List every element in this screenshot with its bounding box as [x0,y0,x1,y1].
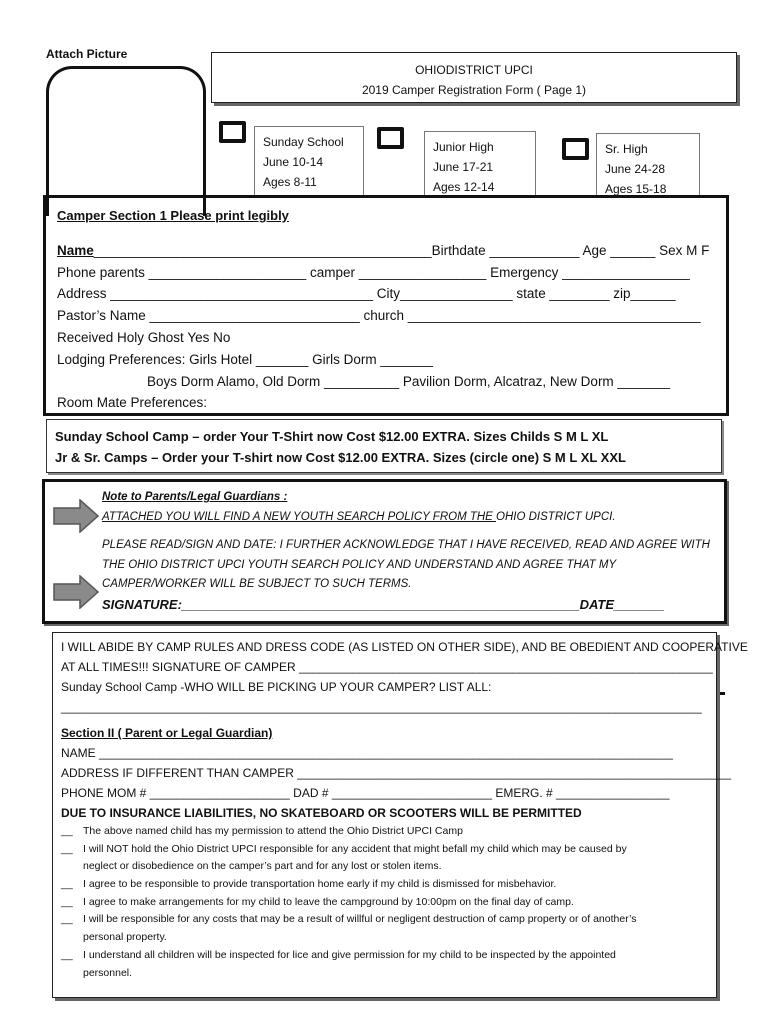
camp-name: Sunday School [263,135,344,149]
pickup-question: Sunday School Camp -WHO WILL BE PICKING UP YOUR CAMPER? LIST ALL: [61,680,492,694]
camper-section-1 [43,195,729,416]
roommate-row[interactable]: Room Mate Preferences: [57,395,208,411]
name-row[interactable] [57,240,716,262]
permission-item[interactable]: __ I agree to be responsible to provide transportation home early if my child is dismissed for misbehavior. [61,878,557,891]
permission-item-continued: personal property. [83,931,167,944]
camp-ages: Ages 8-11 [263,175,317,189]
camp-ages: Ages 15-18 [605,182,667,196]
acknowledge-line-1: PLEASE READ/SIGN AND DATE: I FURTHER ACKNOWLEDGE THAT I HAVE RECEIVED, READ AND AGREE WITH [102,539,710,551]
permission-item-continued: neglect or disobedience on the camper’s part and for any lost or stolen items. [83,860,442,873]
permission-item[interactable]: __ I agree to make arrangements for my child to leave the campground by 10:00pm on the final day of camp. [61,895,574,908]
junior-high-checkbox[interactable] [377,127,404,149]
acknowledge-line-2: THE OHIO DISTRICT UPCI YOUTH SEARCH POLICY AND UNDERSTAND AND AGREE THAT MY [102,558,617,571]
permission-item[interactable]: __ The above named child has my permission to attend the Ohio District UPCI Camp [61,825,463,837]
camp-dates: June 17-21 [433,160,494,174]
insurance-notice: DUE TO INSURANCE LIABILITIES, NO SKATEBOARD OR SCOOTERS WILL BE PERMITTED [61,806,582,820]
camp-ages: Ages 12-14 [433,180,495,194]
section-2-title: Section II ( Parent or Legal Guardian) [61,726,273,740]
permission-item[interactable]: __ I understand all children will be inspected for lice and give permission for my child to be inspected by the appointed [61,948,616,961]
section-1-title: Camper Section 1 Please print legibly [57,208,289,223]
permission-item[interactable]: __ I will be responsible for any costs that may be a result of willful or negligent destruction of camp property or of another’s [61,913,637,926]
senior-high-checkbox[interactable] [562,138,589,160]
tshirt-order-box [46,419,722,473]
tshirt-sunday-school[interactable]: Sunday School Camp – order Your T-Shirt now Cost $12.00 EXTRA. Sizes Childs S M L XL [55,429,609,444]
camp-rules-line-2[interactable]: AT ALL TIMES!!! SIGNATURE OF CAMPER ______________________________________________________________ [61,660,713,674]
camp-option-junior-high [424,131,536,196]
name-label: Name [57,242,94,258]
guardian-address-line[interactable]: ADDRESS IF DIFFERENT THAN CAMPER _________________________________________________________________ [61,766,732,780]
pastor-row[interactable]: Pastor’s Name ____________________________ church _______________________________________ [57,308,701,324]
camp-option-sunday-school [254,126,364,196]
camp-name: Sr. High [605,142,648,156]
camp-dates: June 24-28 [605,162,666,176]
arrow-right-icon [53,575,99,609]
address-row[interactable]: Address ___________________________________ City_______________ state ________ zip______ [57,286,676,302]
pickup-blank[interactable]: ________________________________________________________________________________________________ [61,700,702,714]
acknowledge-line-3: CAMPER/WORKER WILL BE SUBJECT TO SUCH TERMS. [102,578,412,590]
form-header [211,52,737,103]
photo-frame[interactable] [46,66,206,216]
name-blank[interactable]: _____________________________________________ [93,242,432,258]
permission-list [61,823,716,982]
birthdate-age-sex[interactable]: Birthdate ____________ Age ______ Sex M F [431,242,710,258]
permission-item[interactable]: __ I will NOT hold the Ohio District UPCI responsible for any accident that might befall my child which may be caused by [61,842,627,855]
divider-mark [716,692,725,695]
org-name: OHIODISTRICT UPCI [415,63,533,77]
phone-row[interactable]: Phone parents _____________________ camper _________________ Emergency _________________ [57,264,690,280]
guardian-phone-line[interactable]: PHONE MOM # _____________________ DAD # ________________________ EMERG. # _________________ [61,786,670,800]
guardian-name-line[interactable]: NAME ______________________________________________________________________________________ [61,746,673,760]
permission-item-continued: personnel. [83,966,133,979]
lodging-row[interactable]: Lodging Preferences: Girls Hotel _______ Girls Dorm _______ [57,351,433,367]
camp-dates: June 10-14 [263,155,324,169]
signature-date-line[interactable]: SIGNATURE:_______________________________________________________DATE_______ [102,596,665,612]
attach-picture-label: Attach Picture [46,47,128,61]
arrow-right-icon [53,499,99,533]
attached-policy-line: ATTACHED YOU WILL FIND A NEW YOUTH SEARCH POLICY FROM THE OHIO DISTRICT UPCI. [102,510,616,523]
sunday-school-checkbox[interactable] [219,121,246,143]
camp-name: Junior High [433,140,494,154]
holy-ghost-row[interactable]: Received Holy Ghost Yes No [57,329,231,345]
tshirt-jr-sr[interactable]: Jr & Sr. Camps – Order your T-shirt now Cost $12.00 EXTRA. Sizes (circle one) S M L XL XXL [55,450,626,465]
form-title: 2019 Camper Registration Form ( Page 1) [361,83,587,97]
boys-lodging-row[interactable]: Boys Dorm Alamo, Old Dorm __________ Pavilion Dorm, Alcatraz, New Dorm _______ [147,373,670,389]
camp-option-senior-high [596,133,700,196]
camp-rules-line-1: I WILL ABIDE BY CAMP RULES AND DRESS CODE (AS LISTED ON OTHER SIDE), AND BE OBEDIENT AND COOPERATIVE [61,640,748,654]
notice-heading: Note to Parents/Legal Guardians : [102,491,288,503]
parent-notice-box [42,479,727,624]
notice-text [102,488,710,614]
section-2-box [52,632,748,998]
